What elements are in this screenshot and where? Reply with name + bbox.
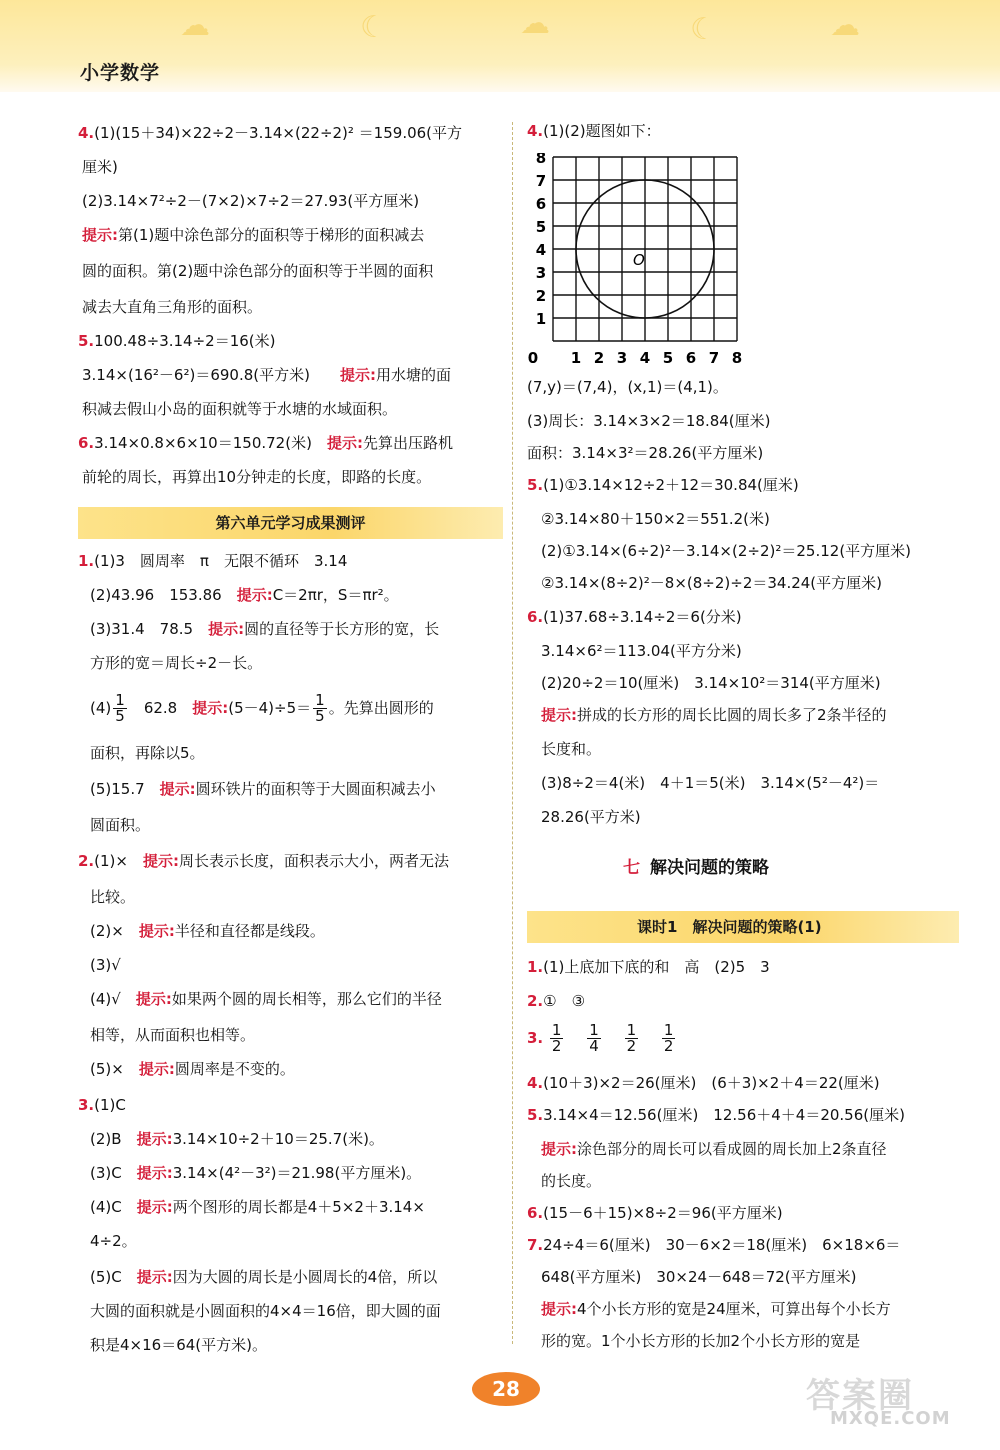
hint-line: 4÷2。 <box>90 1232 137 1250</box>
hint-line: 大圆的面积就是小圆面积的4×4＝16倍，即大圆的面 <box>90 1302 441 1320</box>
answer-line: (5)15.7 提示:圆环铁片的面积等于大圆面积减去小 <box>90 780 436 798</box>
lesson-banner: 课时1 解决问题的策略(1) <box>527 911 959 943</box>
answer-line: (2)43.96 153.86 提示:C＝2πr，S＝πr²。 <box>90 586 399 604</box>
answer-line: (3)√ <box>90 956 121 974</box>
page-number: 28 <box>472 1372 540 1406</box>
x-tick-label: 8 <box>731 349 743 367</box>
hint-line: 形的宽。1个小长方形的长加2个小长方形的宽是 <box>541 1332 861 1350</box>
hint-line: 前轮的周长，再算出10分钟走的长度，即路的长度。 <box>82 468 432 486</box>
answer-line: 4.(10＋3)×2＝26(厘米) (6＋3)×2＋4＝22(厘米) <box>527 1074 880 1092</box>
answer-line: 3.(1)C <box>78 1096 126 1114</box>
answer-line: (2)20÷2＝10(厘米) 3.14×10²＝314(平方厘米) <box>541 674 881 692</box>
watermark-logo: 答案圈 <box>806 1376 914 1416</box>
answer-line: 5.100.48÷3.14÷2＝16(米) <box>78 332 276 350</box>
moon-icon: ☾ <box>360 10 387 45</box>
x-tick-label: 0 <box>527 349 539 367</box>
coordinate-grid <box>527 153 757 375</box>
y-tick-label: 7 <box>535 172 547 190</box>
answer-line: (2)B 提示:3.14×10÷2＋10＝25.7(米)。 <box>90 1130 384 1148</box>
cloud-icon: ☁ <box>830 8 860 43</box>
hint-line: 圆面积。 <box>90 816 151 834</box>
answer-line: (2)× 提示:半径和直径都是线段。 <box>90 922 325 940</box>
hint-line: 积减去假山小岛的面积就等于水塘的水域面积。 <box>82 400 398 418</box>
x-tick-label: 4 <box>639 349 651 367</box>
answer-line: (2)①3.14×(6÷2)²－3.14×(2÷2)²＝25.12(平方厘米) <box>541 542 912 560</box>
y-tick-label: 4 <box>535 241 547 259</box>
answer-line: 4.(1)(15＋34)×22÷2－3.14×(22÷2)² ＝159.06(平方 <box>78 124 463 142</box>
y-tick-label: 6 <box>535 195 547 213</box>
y-tick-label: 5 <box>535 218 547 236</box>
answer-line: 3.14×6²＝113.04(平方分米) <box>541 642 742 660</box>
answer-line: (5)× 提示:圆周率是不变的。 <box>90 1060 295 1078</box>
hint-line: 提示:4个小长方形的宽是24厘米，可算出每个小长方 <box>541 1300 891 1318</box>
x-tick-label: 1 <box>570 349 582 367</box>
grid-svg <box>527 153 757 371</box>
fraction: $\frac{1}{4}$ <box>589 1021 599 1055</box>
hint-line: 比较。 <box>90 888 136 906</box>
answer-line: 厘米) <box>82 158 118 176</box>
hint-line: 积是4×16＝64(平方米)。 <box>90 1336 267 1354</box>
answer-line: (3)C 提示:3.14×(4²－3²)＝21.98(平方厘米)。 <box>90 1164 422 1182</box>
answer-line: (4)C 提示:两个图形的周长都是4＋5×2＋3.14× <box>90 1198 425 1216</box>
answer-line: ②3.14×80＋150×2＝551.2(米) <box>541 510 770 528</box>
unit-title: 七 解决问题的策略 <box>623 858 769 878</box>
hint-line: 圆的面积。第(2)题中涂色部分的面积等于半圆的面积 <box>82 262 434 280</box>
answer-line: 3.14×(16²－6²)＝690.8(平方米) 提示:用水塘的面 <box>82 366 452 384</box>
answer-line: (3)8÷2＝4(米) 4＋1＝5(米) 3.14×(5²－4²)＝ <box>541 774 880 792</box>
fraction: $\frac{1}{2}$ <box>551 1021 562 1055</box>
answer-line: 7.24÷4＝6(厘米) 30－6×2＝18(厘米) 6×18×6＝ <box>527 1236 901 1254</box>
answer-line: (7,y)＝(7,4)，(x,1)＝(4,1)。 <box>527 378 728 396</box>
fraction: $\frac{1}{5}$ <box>315 691 325 725</box>
subject-title: 小学数学 <box>80 62 161 84</box>
answer-line: (3)31.4 78.5 提示:圆的直径等于长方形的宽，长 <box>90 620 440 638</box>
hint-line: 减去大直角三角形的面积。 <box>82 298 263 316</box>
answer-line: 648(平方厘米) 30×24－648＝72(平方厘米) <box>541 1268 857 1286</box>
fraction: $\frac{1}{5}$ <box>115 691 125 725</box>
answer-line: 6.(15－6＋15)×8÷2＝96(平方厘米) <box>527 1204 783 1222</box>
hint-line: 提示:第(1)题中涂色部分的面积等于梯形的面积减去 <box>82 226 425 244</box>
answer-line: (2)3.14×7²÷2－(7×2)×7÷2＝27.93(平方厘米) <box>82 192 420 210</box>
answer-line: 4.(1)(2)题图如下： <box>527 122 661 140</box>
center-label: O <box>633 251 645 269</box>
answer-line: (5)C 提示:因为大圆的周长是小圆周长的4倍，所以 <box>90 1268 438 1286</box>
watermark-url: MXQE.COM <box>830 1408 951 1429</box>
y-tick-label: 3 <box>535 264 547 282</box>
answer-line: (4)√ 提示:如果两个圆的周长相等，那么它们的半径 <box>90 990 442 1008</box>
x-tick-label: 3 <box>616 349 628 367</box>
hint-line: 提示:拼成的长方形的周长比圆的周长多了2条半径的 <box>541 706 887 724</box>
cloud-icon: ☁ <box>520 6 550 41</box>
y-tick-label: 8 <box>535 153 547 167</box>
answer-line: 2.(1)× 提示:周长表示长度，面积表示大小，两者无法 <box>78 852 449 870</box>
moon-icon: ☾ <box>690 12 717 47</box>
answer-line: 5.3.14×4＝12.56(厘米) 12.56＋4＋4＝20.56(厘米) <box>527 1106 905 1124</box>
x-tick-label: 7 <box>708 349 720 367</box>
answer-line: 1.(1)3 圆周率 π 无限不循环 3.14 <box>78 552 348 570</box>
answer-line: ②3.14×(8÷2)²－8×(8÷2)÷2＝34.24(平方厘米) <box>541 574 883 592</box>
answer-line: 5.(1)①3.14×12÷2＋12＝30.84(厘米) <box>527 476 799 494</box>
cloud-icon: ☁ <box>180 8 210 43</box>
hint-line: 相等，从而面积也相等。 <box>90 1026 256 1044</box>
column-divider <box>512 122 513 1344</box>
answer-line: 6.(1)37.68÷3.14÷2＝6(分米) <box>527 608 742 626</box>
hint-line: 提示:涂色部分的周长可以看成圆的周长加上2条直径 <box>541 1140 887 1158</box>
hint-line: 面积，再除以5。 <box>90 744 205 762</box>
x-tick-label: 2 <box>593 349 605 367</box>
hint-line: 长度和。 <box>541 740 602 758</box>
section-banner: 第六单元学习成果测评 <box>78 507 503 539</box>
y-tick-label: 2 <box>535 287 547 305</box>
x-tick-label: 6 <box>685 349 697 367</box>
x-tick-label: 5 <box>662 349 674 367</box>
answer-line: 1.(1)上底加下底的和 高 (2)5 3 <box>527 958 770 976</box>
hint-line: 的长度。 <box>541 1172 602 1190</box>
hint-line: 方形的宽＝周长÷2－长。 <box>90 654 263 672</box>
answer-line: 3. $\frac{1}{2}$ $\frac{1}{4}$ $\frac{1}{2}$ $\frac{1}{2}$ <box>527 1021 674 1055</box>
answer-line: (4) $\frac{1}{5}$ 62.8 提示:(5－4)÷5＝ $\frac{1}{5}$ 。先算出圆形的 <box>90 691 434 725</box>
answer-line: 28.26(平方米) <box>541 808 641 826</box>
answer-line: 6.3.14×0.8×6×10＝150.72(米) 提示:先算出压路机 <box>78 434 453 452</box>
fraction: $\frac{1}{2}$ <box>626 1021 637 1055</box>
answer-line: (3)周长：3.14×3×2＝18.84(厘米) <box>527 412 771 430</box>
fraction: $\frac{1}{2}$ <box>663 1021 674 1055</box>
answer-line: 面积：3.14×3²＝28.26(平方厘米) <box>527 444 764 462</box>
y-tick-label: 1 <box>535 310 547 328</box>
answer-line: 2.① ③ <box>527 992 586 1010</box>
